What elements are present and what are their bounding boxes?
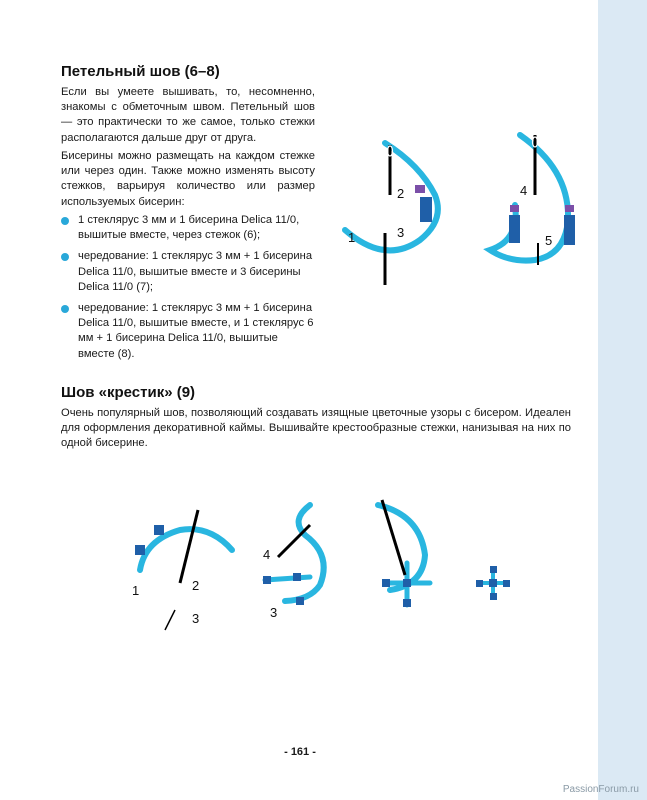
- bullet-dot-icon: [61, 253, 69, 261]
- section2-paragraph: Очень популярный шов, позволяющий создавать изящные цветочные узоры с бисером. Идеален для оформления декоративной каймы. Вышивайте крестообразные стежки, нанизывая на них по одной бисерине.: [61, 407, 571, 450]
- figure-label: 5: [545, 233, 553, 248]
- figure-label: 1: [348, 230, 356, 245]
- site-watermark: PassionForum.ru: [562, 784, 639, 795]
- cross-stitch-illustration: [120, 495, 520, 635]
- list-item: чередование: 1 стеклярус 3 мм + 1 бисерина Delica 11/0, вышитые вместе, и 1 стеклярус 6 мм + 1 бисерина Delica 11/0, вышитые вместе (8).: [61, 301, 315, 362]
- bead-options-list: [61, 213, 315, 368]
- figure-label: 4: [263, 547, 271, 562]
- section1-title: Петельный шов (6–8): [61, 63, 220, 80]
- page-number: - 161 -: [284, 746, 316, 758]
- section1-paragraph-2: Бисерины можно размещать на каждом стежке или через один. Также можно изменять высоту стежков, варьируя количество или размер используемых бисерин:: [61, 150, 315, 208]
- figure-label: 1: [132, 583, 140, 598]
- blanket-stitch-illustration: [330, 125, 600, 295]
- figure-label: 3: [270, 605, 278, 620]
- figure-label: 4: [520, 183, 528, 198]
- side-color-strip: [598, 0, 647, 800]
- section1-paragraph-1: Если вы умеете вышивать, то, несомненно, знакомы с обметочным швом. Петельный шов — это практически то же самое, только стежки располагаются дальше друг от друга.: [61, 86, 315, 144]
- figure-label: 3: [397, 225, 405, 240]
- figure-label: 3: [192, 611, 200, 626]
- list-item: 1 стеклярус 3 мм и 1 бисерина Delica 11/0, вышитые вместе, через стежок (6);: [61, 213, 315, 243]
- figure-label: 2: [192, 578, 200, 593]
- list-item: чередование: 1 стеклярус 3 мм + 1 бисерина Delica 11/0, вышитые вместе и 3 бисерины Delica 11/0 (7);: [61, 249, 315, 295]
- bullet-dot-icon: [61, 305, 69, 313]
- bullet-dot-icon: [61, 217, 69, 225]
- section2-title: Шов «крестик» (9): [61, 384, 196, 401]
- figure-label: 2: [397, 186, 405, 201]
